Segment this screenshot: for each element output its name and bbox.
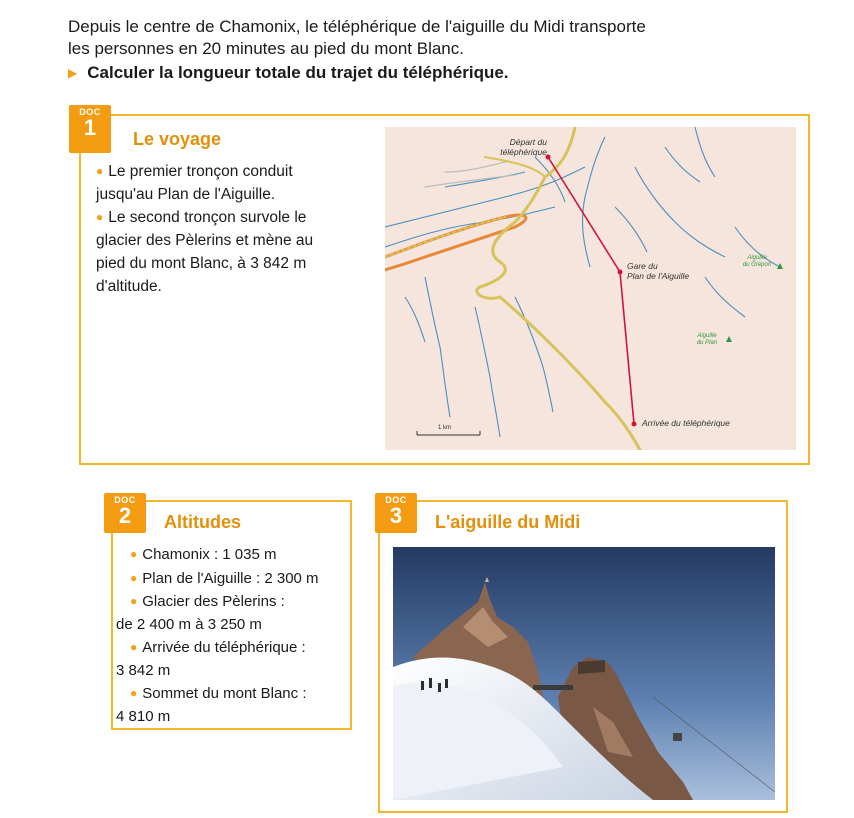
map-label-gare (627, 261, 689, 281)
doc3-badge (375, 493, 417, 533)
bullet-icon: ● (96, 164, 104, 178)
bullet-icon: ● (130, 686, 138, 700)
map-label-depart (495, 137, 547, 157)
doc1-title: Le voyage (133, 129, 222, 149)
peak-label-grepon (737, 255, 777, 269)
doc1-bullets (96, 160, 376, 298)
bullet-icon: ● (130, 547, 138, 561)
list-item (130, 567, 350, 591)
question (68, 62, 509, 84)
doc2-bullets (116, 543, 350, 728)
list-item (96, 206, 376, 298)
aiguille-du-midi-photo (393, 547, 775, 800)
doc2-bullet-4-line-2: 3 842 m (116, 661, 171, 679)
map-drawing (385, 127, 796, 450)
gare-point (618, 270, 623, 275)
map-label-arrivee: Arrivée du téléphérique (642, 418, 730, 428)
doc1-badge-word: DOC (79, 107, 101, 117)
doc2-badge-number: 2 (118, 503, 132, 528)
doc2-bullet-2: Plan de l'Aiguille : 2 300 m (142, 569, 319, 587)
doc3-badge-word: DOC (385, 495, 407, 505)
doc3-title: L'aiguille du Midi (435, 512, 581, 532)
doc2-bullet-5-line-2: 4 810 m (116, 707, 171, 725)
scale-bar (417, 431, 480, 435)
list-item (116, 636, 350, 682)
doc2-badge (104, 493, 146, 533)
doc2-bullet-3-line-2: de 2 400 m à 3 250 m (116, 615, 262, 633)
list-item (116, 682, 350, 728)
photo-illustration (393, 547, 775, 800)
doc2-title: Altitudes (164, 512, 242, 532)
peak-label-plan-line-2: du Plan (696, 340, 718, 346)
intro-line-2: les personnes en 20 minutes au pied du mont Blanc. (68, 39, 464, 58)
peak-label-plan-line-1: Aiguille (697, 333, 717, 339)
doc3-badge-number: 3 (389, 503, 403, 528)
cable-car-map (385, 127, 796, 450)
map-label-gare-line-1: Gare du (627, 261, 658, 271)
map-label-gare-line-2: Plan de l'Aiguille (627, 271, 690, 281)
rivers (385, 127, 780, 437)
doc1-badge-number: 1 (83, 115, 97, 140)
arrivee-point (632, 422, 637, 427)
doc2-bullet-1: Chamonix : 1 035 m (142, 546, 277, 563)
doc1-bullet-1-line-2: jusqu'au Plan de l'Aiguille. (96, 186, 276, 203)
doc2-bullet-4-line-1: Arrivée du téléphérique : (142, 639, 306, 656)
arrow-right-icon: ▶ (68, 66, 78, 80)
list-item (116, 590, 350, 636)
doc1-badge (69, 105, 111, 153)
doc2-bullet-3-line-1: Glacier des Pèlerins : (142, 593, 285, 610)
doc1-bullet-2-line-3: pied du mont Blanc, à 3 842 m (96, 255, 307, 272)
peak-label-grepon-line-1: Aiguille (747, 255, 767, 261)
doc2-badge-word: DOC (114, 495, 136, 505)
list-item (96, 160, 376, 206)
peak-label-grepon-line-2: du Grépon (742, 262, 772, 268)
bullet-icon: ● (130, 570, 138, 585)
doc2-bullet-5-line-1: Sommet du mont Blanc : (142, 685, 307, 702)
doc1-bullet-2-line-1: Le second tronçon survole le (108, 209, 307, 226)
cabin (673, 733, 682, 741)
scale-label: 1 km (438, 425, 452, 431)
doc1-bullet-2-line-4: d'altitude. (96, 278, 162, 295)
peak-label-plan (689, 333, 725, 347)
bullet-icon: ● (130, 640, 138, 654)
doc1-bullet-2-line-2: glacier des Pèlerins et mène au (96, 232, 314, 249)
intro-line-1: Depuis le centre de Chamonix, le téléphérique de l'aiguille du Midi transporte (68, 17, 646, 36)
question-text: Calculer la longueur totale du trajet du téléphérique. (87, 63, 509, 82)
map-label-depart-line-1: Départ du (509, 137, 547, 147)
map-label-depart-line-2: téléphérique (500, 147, 547, 157)
doc1-bullet-1-line-1: Le premier tronçon conduit (108, 163, 293, 180)
list-item (130, 543, 350, 567)
intro-text (68, 16, 828, 60)
roads (385, 127, 640, 450)
bullet-icon: ● (130, 594, 138, 608)
bullet-icon: ● (96, 210, 104, 224)
peak-icon (726, 336, 732, 342)
